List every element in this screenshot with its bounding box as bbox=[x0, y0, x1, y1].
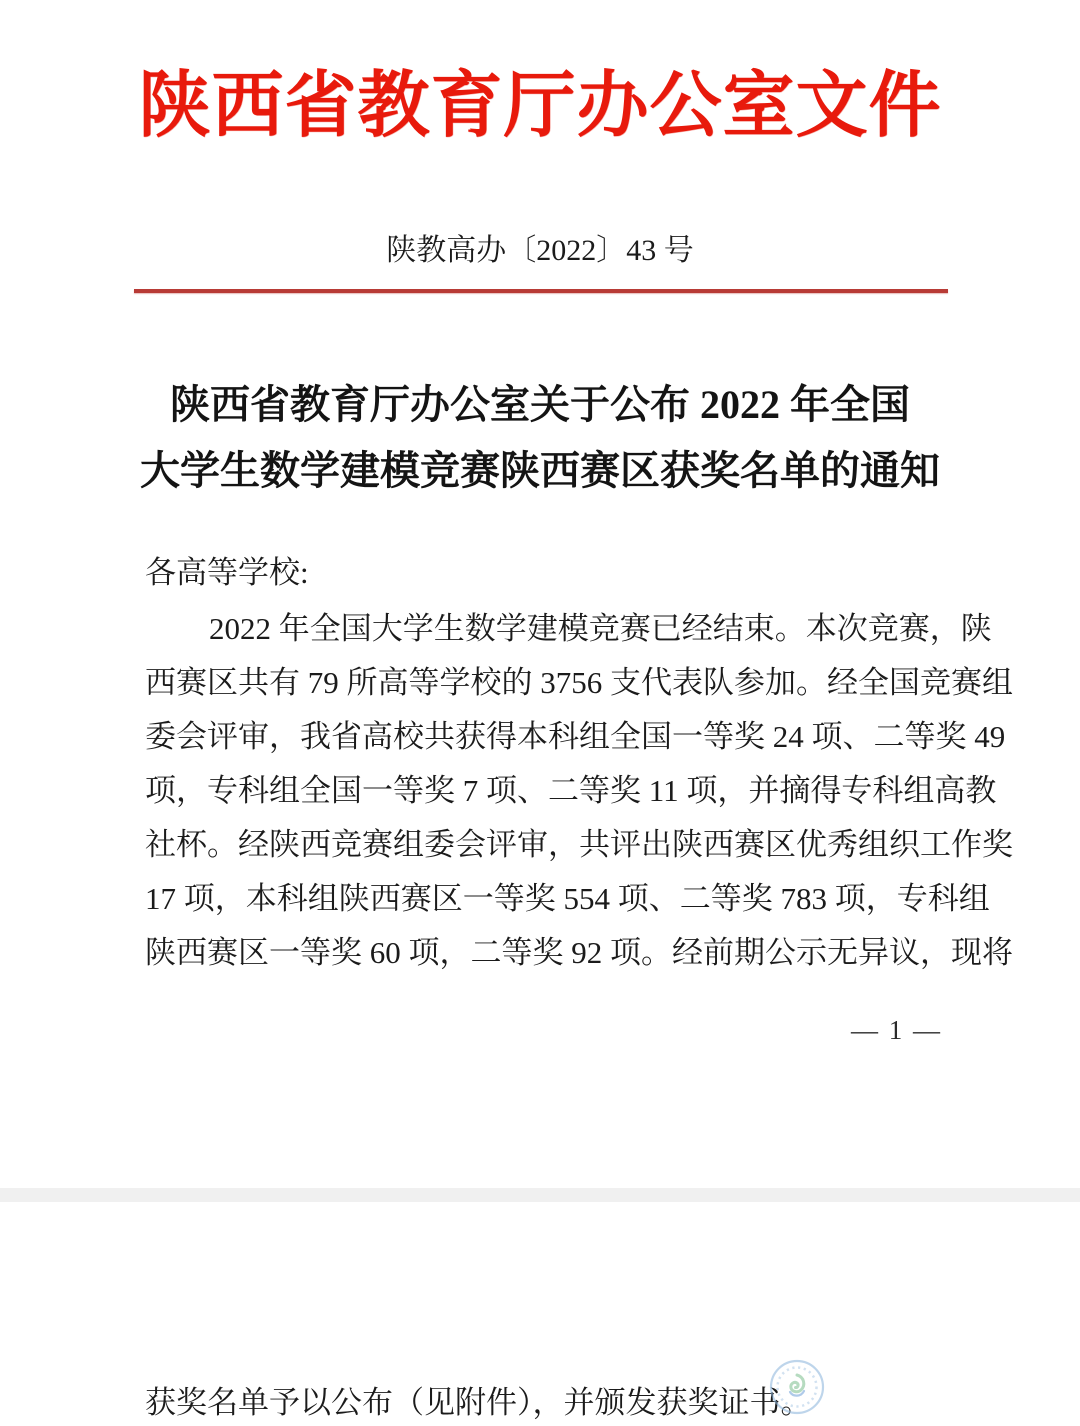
body-paragraph bbox=[145, 602, 1013, 980]
body-continuation-line: 获奖名单予以公布（见附件），并颁发获奖证书。 bbox=[145, 1385, 812, 1420]
page-number: — 1 — bbox=[851, 1015, 942, 1045]
document-reference-number: 陕教高办〔2022〕43 号 bbox=[386, 234, 694, 267]
body-line: 陕西赛区一等奖 60 项，二等奖 92 项。经前期公示无异议，现将 bbox=[145, 935, 1013, 970]
document-header-title: 陕西省教育厅办公室文件 bbox=[138, 66, 942, 146]
body-line: 17 项，本科组陕西赛区一等奖 554 项、二等奖 783 项，专科组 bbox=[145, 881, 990, 916]
body-line: 委会评审，我省高校共获得本科组全国一等奖 24 项、二等奖 49 bbox=[145, 719, 1006, 754]
body-line: 西赛区共有 79 所高等学校的 3756 支代表队参加。经全国竞赛组 bbox=[145, 665, 1013, 700]
document-page-2 bbox=[0, 1202, 1080, 1426]
body-line: 项，专科组全国一等奖 7 项、二等奖 11 项，并摘得专科组高教 bbox=[145, 773, 997, 808]
document-title-line-1: 陕西省教育厅办公室关于公布 2022 年全国 bbox=[170, 382, 910, 427]
document-title-line-2: 大学生数学建模竞赛陕西赛区获奖名单的通知 bbox=[140, 448, 940, 493]
document-title bbox=[135, 372, 945, 504]
body-line: 社杯。经陕西竞赛组委会评审，共评出陕西赛区优秀组织工作奖 bbox=[145, 827, 1013, 862]
body-line: 2022 年全国大学生数学建模竞赛已经结束。本次竞赛，陕 bbox=[209, 611, 992, 646]
red-divider-rule bbox=[134, 289, 948, 293]
page-separator-gap bbox=[0, 1188, 1080, 1202]
watermark-seal-icon bbox=[768, 1358, 826, 1416]
salutation-line: 各高等学校: bbox=[145, 555, 309, 590]
